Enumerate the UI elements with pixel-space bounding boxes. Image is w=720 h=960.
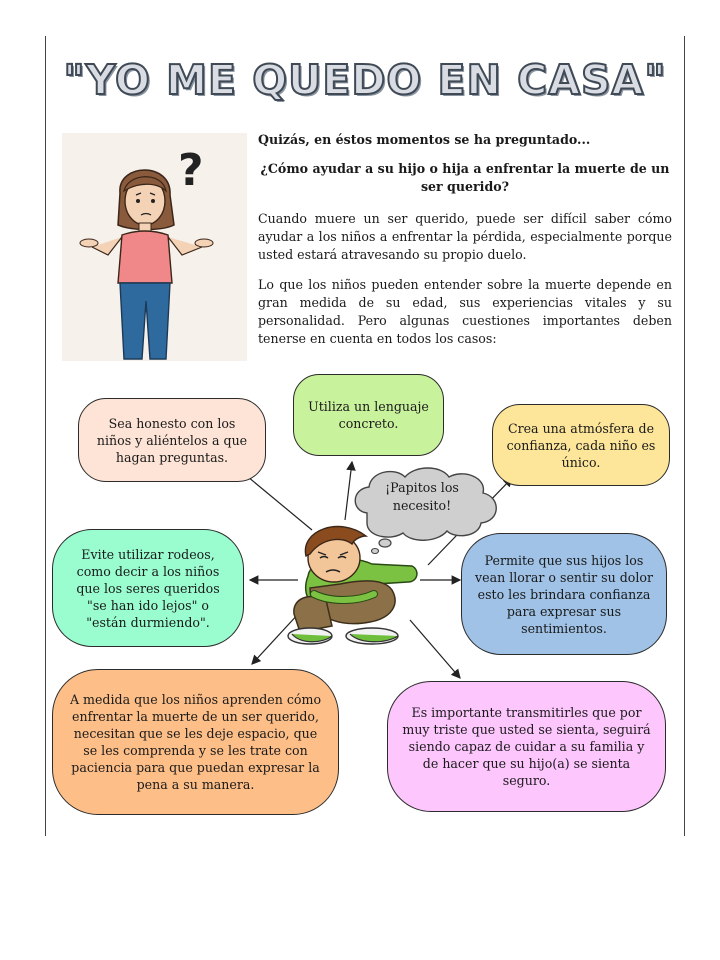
intro-paragraph-2: Lo que los niños pueden entender sobre la muerte depende en gran medida de su edad, sus experiencias vitales y su personalidad. Pero algunas cuestiones importantes deben tenerse en cuenta en todos los casos:	[258, 277, 672, 346]
tip-bubble-honesty: Sea honesto con los niños y aliéntelos a que hagan preguntas.	[78, 398, 266, 482]
tip-bubble-avoid-euphemisms: Evite utilizar rodeos, como decir a los niños que los seres queridos "se han ido lejos" o "están durmiendo".	[52, 529, 244, 647]
intro-paragraph-1: Cuando muere un ser querido, puede ser difícil saber cómo ayudar a los niños a enfrentar la pérdida, especialmente porque usted estará atravesando su propio duelo.	[258, 211, 672, 262]
tip-bubble-give-space: A medida que los niños aprenden cómo enfrentar la muerte de un ser querido, necesitan que se les deje espacio, que se les comprenda y se les trate con paciencia para que puedan expresar la pena a su manera.	[52, 669, 339, 815]
sad-boy-illustration	[280, 518, 430, 653]
tip-bubble-show-feelings: Permite que sus hijos los vean llorar o sentir su dolor esto les brindara confianza para expresar sus sentimientos.	[461, 533, 667, 655]
tip-bubble-trust-atmosphere: Crea una atmósfera de confianza, cada niño es único.	[492, 404, 670, 486]
intro-question-1: Quizás, en éstos momentos se ha preguntado...	[258, 132, 591, 147]
tip-bubble-concrete-language: Utiliza un lenguaje concreto.	[293, 374, 444, 456]
question-mark-icon: ?	[178, 145, 204, 196]
page-title: "YO ME QUEDO EN CASA"	[63, 56, 667, 104]
intro-question-2: ¿Cómo ayudar a su hijo o hija a enfrentar la muerte de un ser querido?	[260, 161, 670, 194]
thought-cloud-text: ¡Papitos los necesito!	[385, 480, 459, 513]
tip-bubble-reassurance: Es importante transmitirles que por muy triste que usted se sienta, seguirá siendo capaz de cuidar a su familia y de hacer que su hijo(a) se sienta seguro.	[387, 681, 666, 812]
